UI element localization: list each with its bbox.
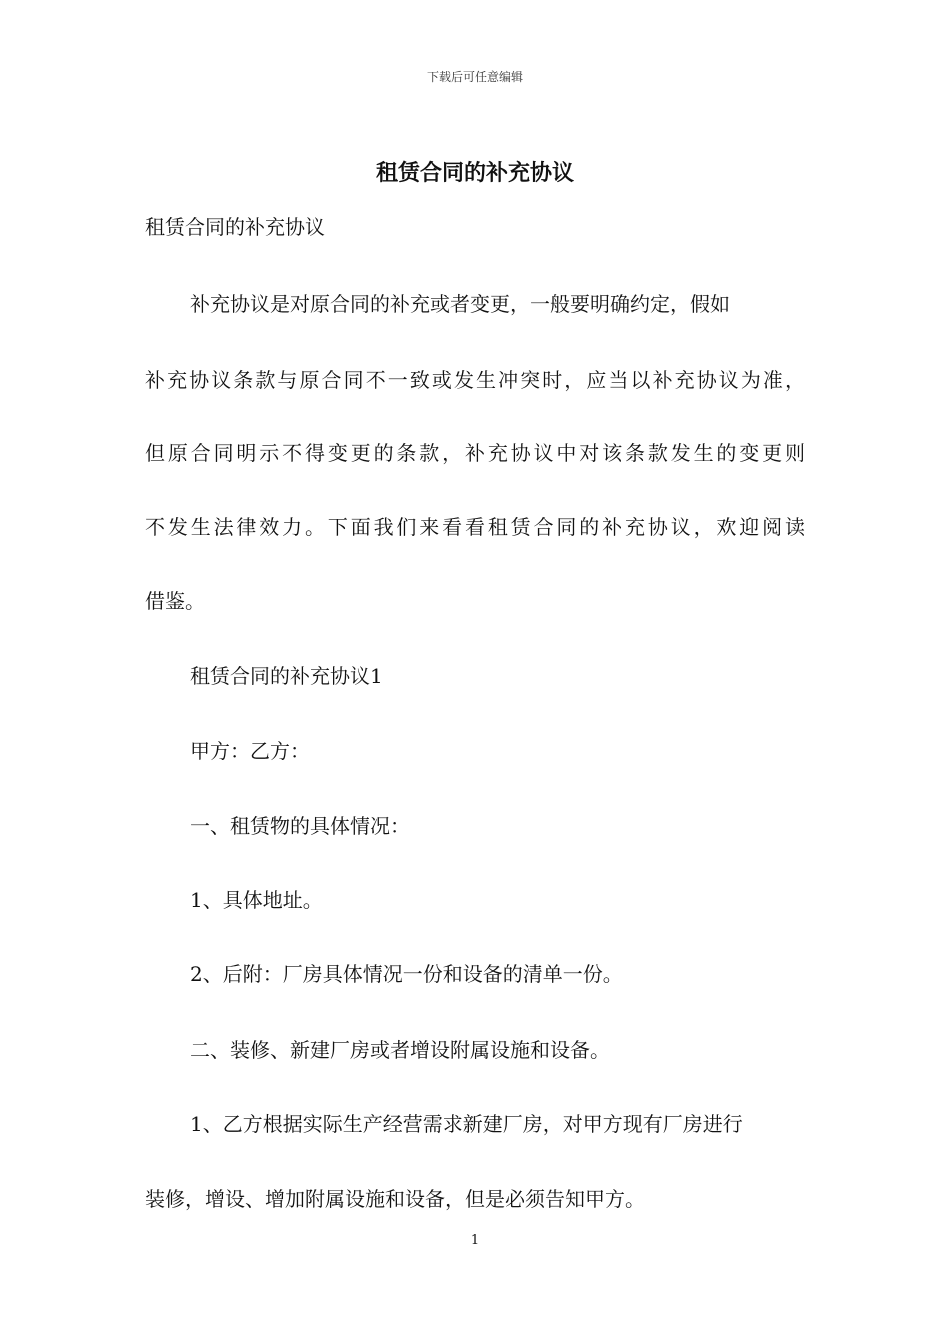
clause-2-item-1-line-2: 装修，增设、增加附属设施和设备，但是必须告知甲方。 [145, 1187, 645, 1211]
page-number: 1 [470, 1233, 480, 1248]
clause-1-item-2: 2、后附：厂房具体情况一份和设备的清单一份。 [190, 962, 623, 986]
intro-line-4: 不发生法律效力。下面我们来看看租赁合同的补充协议，欢迎阅读 [145, 515, 805, 539]
intro-line-3: 但原合同明示不得变更的条款，补充协议中对该条款发生的变更则 [145, 441, 805, 465]
document-title: 租赁合同的补充协议 [375, 160, 574, 186]
intro-line-1: 补充协议是对原合同的补充或者变更，一般要明确约定，假如 [190, 292, 730, 316]
clause-2-item-1-line-1: 1、乙方根据实际生产经营需求新建厂房，对甲方现有厂房进行 [190, 1112, 743, 1136]
intro-line-5: 借鉴。 [145, 589, 205, 613]
clause-1-item-1: 1、具体地址。 [190, 888, 323, 912]
section-heading: 租赁合同的补充协议1 [190, 664, 383, 688]
parties-line: 甲方：乙方： [190, 739, 310, 763]
document-subtitle: 租赁合同的补充协议 [145, 215, 325, 239]
clause-2-heading: 二、装修、新建厂房或者增设附属设施和设备。 [190, 1038, 610, 1062]
header-note: 下载后可任意编辑 [426, 70, 523, 84]
clause-1-heading: 一、租赁物的具体情况： [190, 814, 410, 838]
intro-line-2: 补充协议条款与原合同不一致或发生冲突时，应当以补充协议为准， [145, 368, 805, 392]
